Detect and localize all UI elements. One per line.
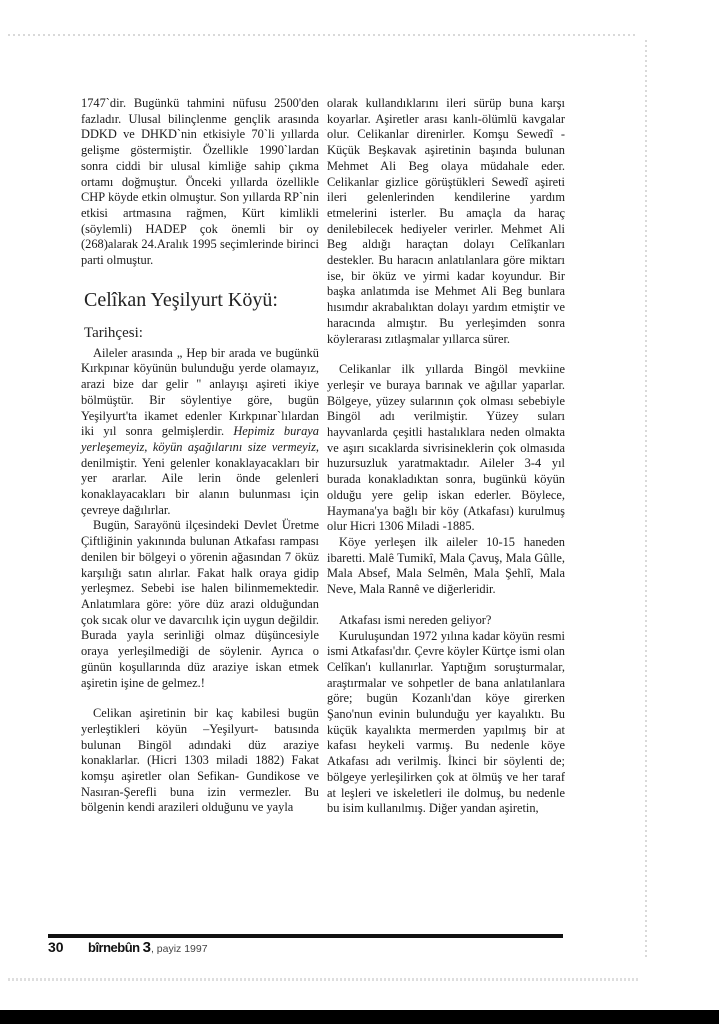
paragraph-celikan-tribe: Celikan aşiretinin bir kaç kabilesi bugün yerleştikleri köyün –Yeşilyurt- batısında bulunan Bingöl adındaki düz araziye konaklarlar. (Hicri 1303 miladi 1882) Fakat komşu aşiretler olan Sefikan- Gundikose ve Nasıran-Şerefli buna izin vermezler. Bu bölgenin kendi arazileri olduğunu ve yayla xyxy=(81,706,319,815)
paragraph-first-families: Köye yerleşen ilk aileler 10-15 haneden ibaretti. Malê Tumikî, Mala Çavuş, Mala Gûlle, Mala Absef, Mala Selmên, Mala Şehlî, Mala Neve, Mala Rannê ve diğerleridir. xyxy=(327,534,565,597)
season-year: , payiz 1997 xyxy=(150,943,208,955)
paragraph-sarayonu: Bugün, Sarayönü ilçesindeki Devlet Üretme Çiftliğinin yakınında bulunan Atkafası rampası denilen bir bölgeyi o yörenin ağasından 7 öküz karşılığı satın alırlar. Fakat halk oraya gidip yerleşmez. Sebebi ise halen bilinmemektedir. Anlatımlara göre: yöre düz arazi olduğundan çok sıcak olur ve davarcılık için uygun değildir. Burada yayla serinliği olmaz düşüncesiyle oraya yerleşilmediği de söylenir. Ayrıca o günün koşullarında düz araziye iskan etmek aşiretin işine de gelmez.! xyxy=(81,518,319,690)
scan-border-band xyxy=(0,1010,719,1024)
section-heading: Celîkan Yeşilyurt Köyü: xyxy=(84,288,278,311)
scan-artifact-top xyxy=(8,34,638,36)
italic-quote: Hepimiz buraya yerleşemeyiz, köyün aşağılarını size vermeyiz, xyxy=(81,424,319,454)
page-footer xyxy=(48,939,208,956)
right-column xyxy=(327,96,565,817)
magazine-name: bîrnebûn xyxy=(88,940,140,955)
paragraph-population: 1747`dir. Bugünkü tahmini nüfusu 2500'den fazladır. Ulusal bilinçlenme gençlik arasında DDKD ve DHKD`nin etkisiyle 70`li yıllarda gelişme göstermiştir. Özellikle 1990`lardan sonra ciddi bir ulusal kimliğe sahip çıkma ortamı doğmuştur. Önceki yıllarda özellikle CHP köyde etkin olmuştur. Son yıllarda RP`nin etkisi artmasına rağmen, Kürt kimlikli (söylemli) HADEP çok önemli bir oy (268)alarak 24.Aralık 1995 seçimlerinde birinci parti olmuştur. xyxy=(81,96,319,268)
question-heading: Atkafası ismi nereden geliyor? xyxy=(339,612,492,627)
page-number: 30 xyxy=(48,939,64,955)
scan-artifact-bottom xyxy=(8,978,638,981)
left-column xyxy=(81,96,319,816)
scan-artifact-right xyxy=(645,40,647,960)
paragraph-atkafasi: Kuruluşundan 1972 yılına kadar köyün resmi ismi Atkafası'dır. Çevre köyler Kürtçe ismi olan Celîkan'ı kullanırlar. Yaptığım soruşturmalar, araştırmalar ve sohpetler de bana anlatılanlara göre; bugün Kozanlı'dan köye girerken Şano'nun evinin bulunduğu yer kayalıktı. Bu küçük kayalıkta mermerden yapılmış bir at kafası heykeli varmış. Bu nedenle köye Atkafası adı verilmiş. İkinci bir söylenti de; bölgeye yerleşilirken çok at ölmüş ve her taraf at leşleri ve iskeletleri ile dolmuş, bu nedenle bu isim kullanılmış. Diğer yandan aşiretin, xyxy=(327,628,565,816)
paragraph-families: Aileler arasında „ Hep bir arada ve bugünkü Kırkpınar köyünün bulunduğu yerde olamayız, arazi bize dar gelir " anlayışı aşireti ikiye bölmüştür. Bir söylentiye göre, bugün Yeşilyurt'ta ikamet edenler Kırkpınar`lılardan iki yıl sonra gelmişlerdir. Hepimiz buraya yerleşemeyiz, köyün aşağılarını size vermeyiz, denilmiştir. Yeni gelenler konaklayacakları bir yer ararlar. Aile lerin önde gelenleri konaklayacakları bir alanın bulunması için çevreye dağılırlar. xyxy=(81,345,319,517)
paragraph-bingol: Celikanlar ilk yıllarda Bingöl mevkiine yerleşir ve buraya barınak ve ağıllar yaparlar. Bölgeye, yüzey sularının çok olması sebebiyle Bingöl adı verilmiştir. Yüzey suları hayvanlarda çeşitli hastalıklara neden olmakta ve aşırı sıcaklarda sivrisineklerin çok olmasıda huzursuzluk yaratmaktadır. Aileler 3-4 yıl burada konakladıktan sonra, bugünkü köyün olduğu yere gelip iskan ederler. Böylece, Haymana'ya bağlı bir köy (Atkafası) kurulmuş olur Hicri 1306 Miladi -1885. xyxy=(327,362,565,534)
paragraph-conflict: olarak kullandıklarını ileri sürüp buna karşı koyarlar. Aşiretler arası kanlı-ölümlü kavgalar olur. Celikanlar direnirler. Komşu Sewedî -Küçük Beşkavak aşiretinin başında bulunan Mehmet Ali Beg olaya müdahale eder. Celikanlar gizlice görüştükleri Sewedî aşireti ileri gelenlerinden kendilerine yardım etmelerini isterler. Bu amaçla da haraç denilebilecek hediyeler verirler. Mehmet Ali Beg aldığı haraçtan dolayı Celîkanları destekler. Bu haracın anlatılanlara göre miktarı ise, bir öküz ve yirmi kadar koyundur. Bir başka anlatımda ise Mehmet Ali Beg bunlara hısımdır akrabalıktan dolayı yardım etmiştir ve haracında almıştır. Bu yerleşimden sonra köylerarası zıtlaşmalar yıllarca sürer. xyxy=(327,96,565,346)
section-subheading: Tarihçesi: xyxy=(84,324,143,341)
issue-number: 3 xyxy=(142,939,151,956)
footer-rule xyxy=(48,934,563,938)
